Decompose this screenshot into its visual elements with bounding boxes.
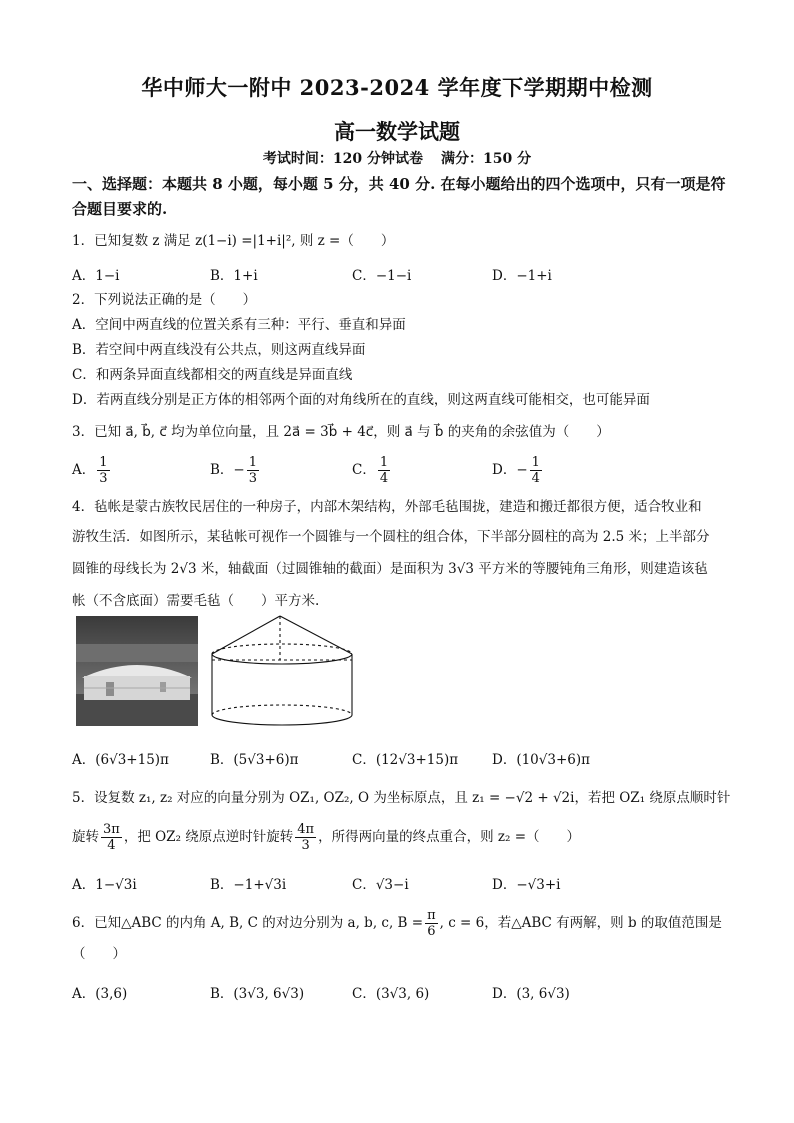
q2-option-c: C．和两条异面直线都相交的两直线是异面直线	[72, 367, 353, 383]
yurt-photo	[76, 616, 198, 726]
exam-info	[0, 148, 794, 168]
q6-option-a: A．(3,6)	[72, 986, 128, 1002]
q5-option-a: A．1−√3i	[72, 877, 137, 893]
exam-subtitle: 高一数学试题	[334, 119, 460, 144]
question-2-stem: 2．下列说法正确的是（ ）	[72, 292, 257, 308]
q2-option-d: D．若两直线分别是正方体的相邻两个面的对角线所在的直线，则这两直线可能相交，也可能异面	[72, 392, 650, 408]
cone-cylinder-diagram	[208, 612, 358, 730]
q6-option-d: D．(3, 6√3)	[492, 986, 570, 1002]
rotation-angle-1: $\frac{3\pi}{4}$	[103, 822, 120, 853]
question-5-line-2: 旋转 $\frac{3\pi}{4}$ ，把 OZ₂ 绕原点逆时针旋转 $\frac{4\pi}{3}$ ，所得两向量的终点重合，则 z₂ =（ ）	[72, 822, 581, 853]
q3-option-a: A． $\frac{1}{3}$	[72, 455, 108, 486]
question-3-stem: 3．已知 a⃗, b⃗, c⃗ 均为单位向量，且 2a⃗ = 3b⃗ + 4c⃗，则 a⃗ 与 b⃗ 的夹角的余弦值为（ ）	[72, 424, 610, 440]
exam-title: 华中师大一附中 2023-2024 学年度下学期期中检测	[141, 75, 653, 100]
q4-option-b: B．(5√3+6)π	[210, 752, 299, 768]
q5-option-c: C．√3−i	[352, 877, 409, 893]
q4-option-c: C．(12√3+15)π	[352, 752, 459, 768]
angle-b-value: $\frac{\pi}{6}$	[427, 908, 436, 939]
question-5-line-1: 5．设复数 z₁, z₂ 对应的向量分别为 OZ₁, OZ₂, O 为坐标原点，且 z₁ = −√2 + √2i，若把 OZ₁ 绕原点顺时针	[72, 790, 731, 806]
question-4-line-4: 帐（不含底面）需要毛毡（ ）平方米.	[72, 593, 320, 609]
question-6-options	[72, 982, 732, 1004]
question-4-line-2: 游牧生活．如图所示，某毡帐可视作一个圆锥与一个圆柱的组合体，下半部分圆柱的高为 2.5 米；上半部分	[72, 529, 710, 545]
section-heading: 一、选择题：本题共 8 小题，每小题 5 分，共 40 分. 在每小题给出的四个选项中，只有一项是符合题目要求的.	[72, 175, 726, 218]
question-4-line-3: 圆锥的母线长为 2√3 米，轴截面（过圆锥轴的截面）是面积为 3√3 平方米的等腰钝角三角形，则建造该毡	[72, 561, 708, 577]
q3-option-b: B．− $\frac{1}{3}$	[210, 455, 258, 486]
q2-option-a: A．空间中两直线的位置关系有三种：平行、垂直和异面	[72, 317, 406, 333]
question-1-options	[72, 264, 732, 286]
question-1-stem: 1．已知复数 z 满足 z(1−i) =|1+i|², 则 z =（ ）	[72, 233, 395, 249]
q3-option-c: C． $\frac{1}{4}$	[352, 455, 389, 486]
q1-option-a: A．1−i	[72, 268, 120, 284]
q6-option-c: C．(3√3, 6)	[352, 986, 430, 1002]
q4-option-d: D．(10√3+6)π	[492, 752, 591, 768]
q6-option-b: B．(3√3, 6√3)	[210, 986, 305, 1002]
q4-option-a: A．(6√3+15)π	[72, 752, 169, 768]
question-5-options	[72, 873, 732, 895]
question-4-options	[72, 748, 732, 770]
q2-option-b: B．若空间中两直线没有公共点，则这两直线异面	[72, 342, 366, 358]
rotation-angle-2: $\frac{4\pi}{3}$	[297, 822, 315, 853]
full-score: 满分：150 分	[441, 151, 532, 167]
question-4-line-1: 4．毡帐是蒙古族牧民居住的一种房子，内部木架结构，外部毛毡围拢，建造和搬迁都很方便，适合牧业和	[72, 499, 702, 515]
exam-time: 考试时间：120 分钟试卷	[262, 151, 423, 167]
question-6-line-1: 6．已知△ABC 的内角 A, B, C 的对边分别为 a, b, c, B = $\frac{\pi}{6}$ , c = 6，若△ABC 有两解，则 b 的取值范围是	[72, 908, 722, 939]
q5-option-d: D．−√3+i	[492, 877, 561, 893]
q1-option-b: B．1+i	[210, 268, 258, 284]
question-3-options	[72, 455, 732, 491]
question-6-line-2: （ ）	[72, 946, 126, 962]
q1-option-d: D．−1+i	[492, 268, 552, 284]
q3-option-d: D．− $\frac{1}{4}$	[492, 455, 540, 486]
q1-option-c: C．−1−i	[352, 268, 412, 284]
q5-option-b: B．−1+√3i	[210, 877, 287, 893]
